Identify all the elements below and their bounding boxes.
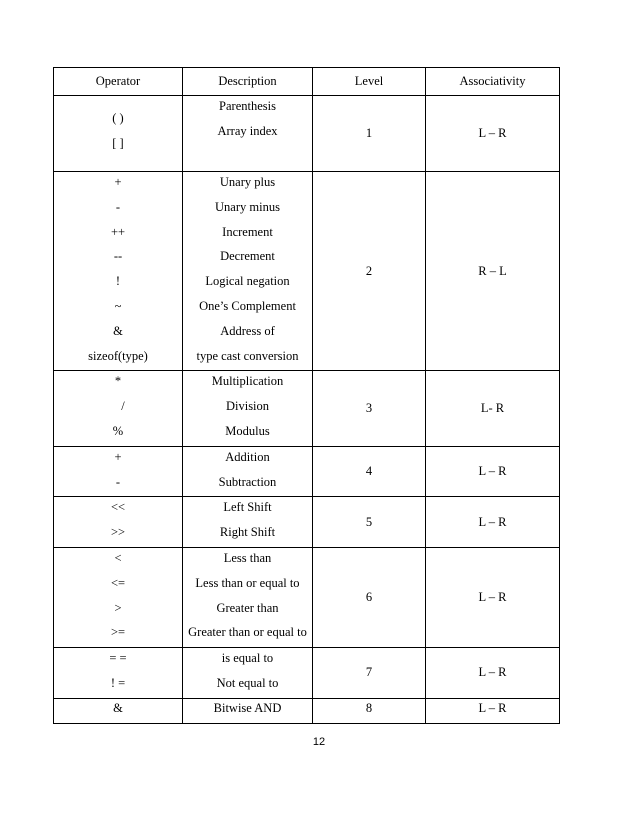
operators-cell [54, 648, 183, 699]
descriptions-cell [183, 172, 313, 371]
operators-cell [54, 172, 183, 371]
level-cell: 6 [313, 547, 426, 647]
associativity-cell: L – R [426, 497, 560, 548]
table-row [54, 497, 560, 548]
operators-cell [54, 96, 183, 172]
operator-description: One’s Complement [199, 298, 296, 313]
operators-cell [54, 497, 183, 548]
operator-symbol: >= [110, 625, 126, 640]
operator-description: Increment [222, 224, 273, 239]
table-row [54, 371, 560, 446]
level-cell: 7 [313, 648, 426, 699]
operator-description: Less than [223, 550, 272, 565]
operator-symbol: -- [113, 249, 123, 264]
operator-symbol: - [115, 474, 121, 489]
operator-symbol: < [114, 550, 122, 565]
header-level: Level [313, 68, 426, 96]
operator-symbol: sizeof(type) [88, 348, 148, 363]
operators-cell: & [54, 698, 183, 723]
operator-symbol: - [115, 199, 121, 214]
level-cell: 4 [313, 446, 426, 497]
descriptions-cell [183, 497, 313, 548]
level-cell: 5 [313, 497, 426, 548]
operators-cell [54, 547, 183, 647]
operator-description: Decrement [220, 249, 275, 264]
operator-description: Greater than [216, 600, 279, 615]
associativity-cell: L – R [426, 446, 560, 497]
operator-description: Division [225, 399, 270, 414]
operator-symbol: + [114, 175, 122, 189]
operator-symbol: [ ] [112, 136, 124, 150]
associativity-cell: L – R [426, 547, 560, 647]
operator-symbol: / [121, 399, 125, 414]
operator-description: Greater than or equal to [188, 625, 307, 640]
operator-symbol: > [114, 600, 122, 615]
associativity-cell: L – R [426, 648, 560, 699]
table-row [54, 648, 560, 699]
operator-symbol: = = [109, 651, 127, 666]
operator-symbol: ++ [110, 224, 126, 239]
operator-symbol: ! [115, 274, 121, 289]
operator-description: is equal to [221, 651, 274, 666]
operator-description: Not equal to [216, 675, 279, 690]
table-row [54, 172, 560, 371]
operator-description: Logical negation [205, 274, 290, 289]
operator-symbol: ( ) [112, 111, 124, 125]
operator-symbol: & [113, 323, 123, 338]
operator-description: Address of [220, 323, 275, 338]
descriptions-cell [183, 446, 313, 497]
operator-description: Modulus [225, 423, 270, 438]
table-header-row [54, 68, 560, 96]
descriptions-cell [183, 648, 313, 699]
operators-cell [54, 371, 183, 446]
operator-description: Multiplication [211, 374, 284, 389]
descriptions-cell: Bitwise AND [183, 698, 313, 723]
level-cell: 3 [313, 371, 426, 446]
descriptions-cell [183, 371, 313, 446]
operator-precedence-table [53, 67, 560, 724]
associativity-cell: L – R [426, 698, 560, 723]
table-row [54, 698, 560, 723]
operator-description: Addition [225, 449, 270, 464]
operator-description: Unary minus [215, 199, 280, 214]
operator-description: Subtraction [218, 474, 277, 489]
operator-symbol: ~ [114, 298, 122, 313]
operator-symbol: << [110, 500, 126, 515]
level-cell: 2 [313, 172, 426, 371]
operator-description: Array index [217, 123, 278, 138]
table-row [54, 446, 560, 497]
level-cell: 8 [313, 698, 426, 723]
header-associativity: Associativity [426, 68, 560, 96]
header-operator: Operator [54, 68, 183, 96]
operator-description: Unary plus [219, 175, 276, 189]
operators-cell [54, 446, 183, 497]
operator-description: type cast conversion [196, 348, 299, 363]
associativity-cell: R – L [426, 172, 560, 371]
operator-description: Less than or equal to [195, 575, 300, 590]
operator-description: Left Shift [223, 500, 272, 515]
associativity-cell: L – R [426, 96, 560, 172]
descriptions-cell [183, 96, 313, 172]
operator-symbol: <= [110, 575, 126, 590]
operator-description: Parenthesis [219, 99, 276, 113]
operator-description: Right Shift [219, 525, 276, 540]
table-row [54, 547, 560, 647]
operator-symbol: % [112, 423, 124, 438]
operator-symbol: >> [110, 525, 126, 540]
table-row [54, 96, 560, 172]
associativity-cell: L- R [426, 371, 560, 446]
level-cell: 1 [313, 96, 426, 172]
operator-symbol: + [114, 449, 122, 464]
header-description: Description [183, 68, 313, 96]
operator-symbol: ! = [110, 675, 126, 690]
descriptions-cell [183, 547, 313, 647]
page-number: 12 [312, 736, 326, 748]
operator-symbol: * [114, 374, 122, 389]
